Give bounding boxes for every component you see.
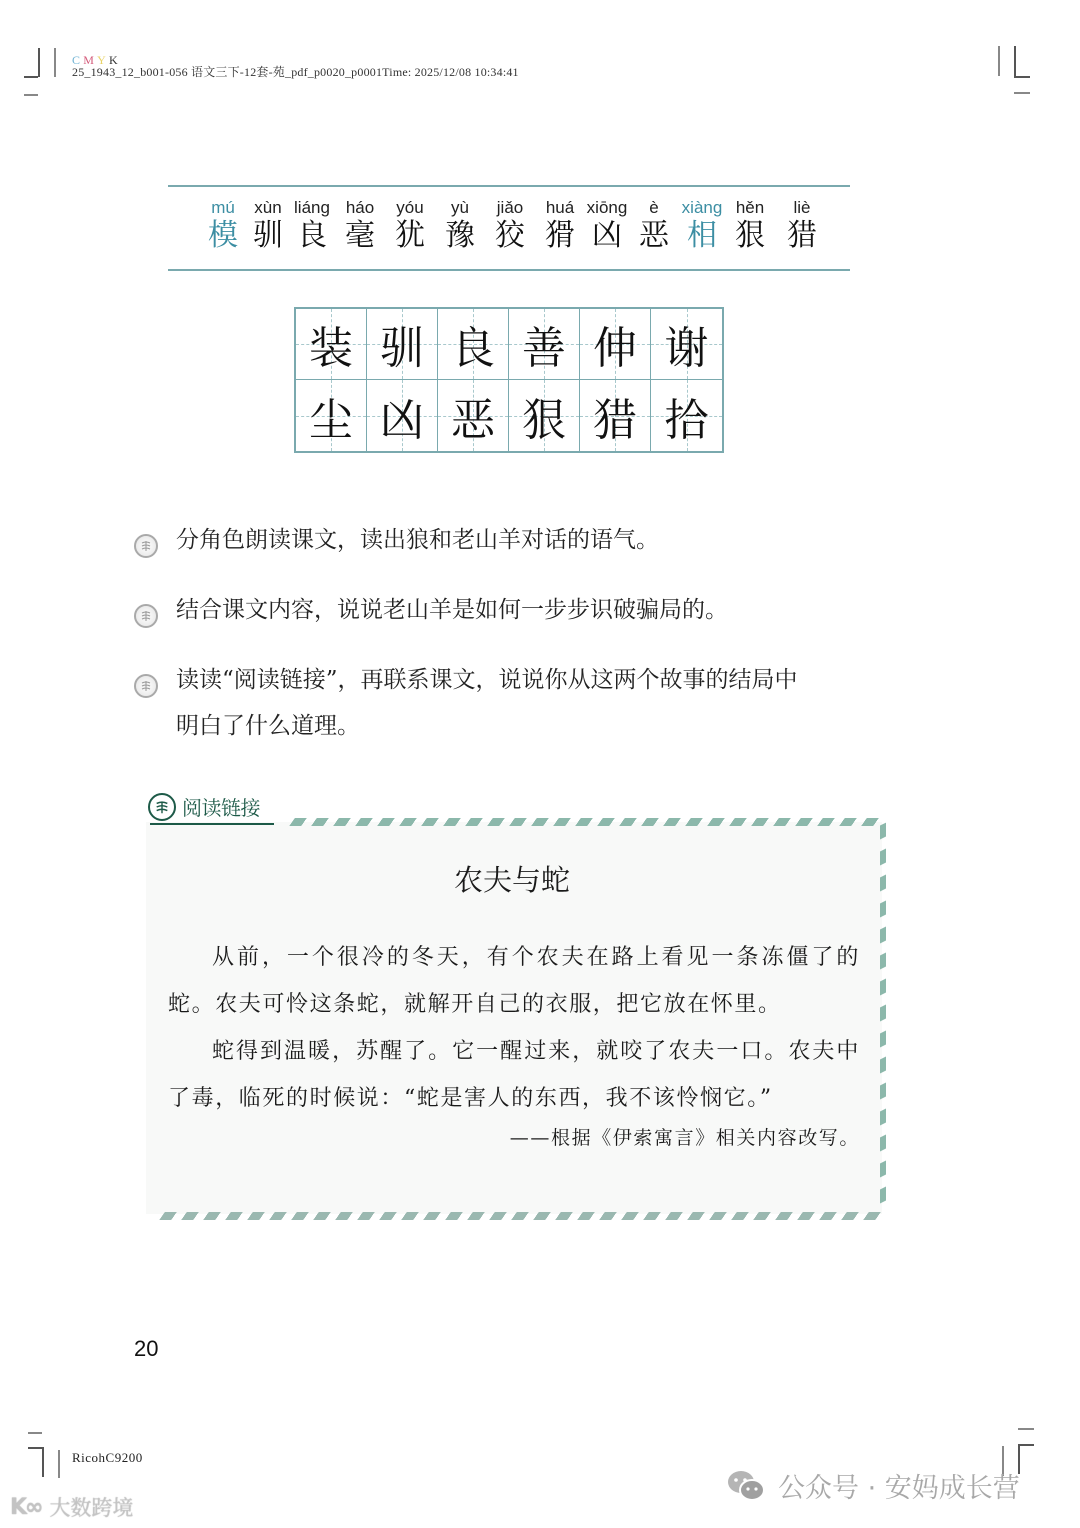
crop-mark [42, 1447, 44, 1477]
vocab-word: xiōng 凶 [586, 198, 628, 253]
question-text: 结合课文内容，说说老山羊是如何一步步识破骗局的。 [176, 597, 728, 623]
vocab-word: yóu 犹 [395, 198, 425, 253]
crop-mark [1014, 92, 1030, 94]
crop-mark [38, 48, 40, 77]
watermark-right: 公众号 · 安妈成长营 [726, 1466, 1020, 1505]
print-job-info [72, 54, 519, 78]
printer-label: RicohC9200 [72, 1450, 143, 1465]
vocab-word: jiǎo 狡 [495, 198, 525, 253]
vocab-word: hěn 狠 [735, 198, 765, 253]
question-item [134, 598, 728, 633]
grid-cell: 装 [296, 309, 367, 380]
vocab-word: liáng 良 [294, 198, 330, 253]
crop-mark [58, 1450, 60, 1478]
grid-cell: 驯 [367, 309, 438, 380]
question-text: 读读“阅读链接”，再联系课文，说说你从这两个故事的结局中 明白了什么道理。 [176, 667, 798, 739]
grid-cell: 猎 [580, 380, 651, 451]
character-writing-grid [294, 307, 724, 453]
story-paragraph: 蛇得到温暖，苏醒了。它一醒过来，就咬了农夫一口。农夫中了毒，临死的时候说：“蛇是害人的东西，我不该怜悯它。” [168, 1039, 860, 1111]
crop-mark [28, 1447, 42, 1449]
story-source: ——根据《伊索寓言》相关内容改写。 [509, 1127, 860, 1149]
watermark-left: K∞ 大数跨境 [10, 1494, 134, 1520]
crop-mark [998, 46, 1000, 76]
crop-mark [1018, 1444, 1034, 1446]
story-title: 农夫与蛇 [453, 863, 570, 897]
grid-cell: 良 [438, 309, 509, 380]
vocab-word: huá 猾 [545, 198, 575, 253]
reading-link-label: 阅读链接 [182, 796, 260, 820]
brand-logo-icon: K∞ [10, 1494, 42, 1520]
crop-mark [28, 1432, 42, 1434]
book-stack-icon [148, 793, 176, 821]
vocab-word: mú 模 [208, 198, 238, 253]
print-job-line: 25_1943_12_b001-056 语文三下-12套-苑_pdf_p0020_p0001Time: 2025/12/08 10:34:41 [72, 65, 519, 79]
crop-mark [1014, 46, 1016, 76]
vocabulary-strip [168, 185, 850, 271]
vocabulary-row [202, 197, 822, 253]
question-text: 分角色朗读课文，读出狼和老山羊对话的语气。 [176, 527, 659, 553]
cmyk-marks: C M Y K [72, 53, 118, 67]
crop-mark [1018, 1428, 1034, 1430]
wechat-icon [726, 1469, 766, 1503]
reading-link-underline [150, 823, 274, 825]
grid-cell: 拾 [651, 380, 722, 451]
seal-icon [134, 674, 158, 698]
grid-cell: 谢 [651, 309, 722, 380]
crop-mark [1014, 76, 1030, 78]
grid-cell: 恶 [438, 380, 509, 451]
question-item [134, 528, 659, 563]
vocab-word: liè 猎 [787, 198, 817, 253]
page-number: 20 [134, 1336, 159, 1361]
vocab-word: xùn 驯 [253, 198, 283, 253]
grid-cell: 善 [509, 309, 580, 380]
grid-cell: 凶 [367, 380, 438, 451]
story-paragraph: 从前，一个很冷的冬天，有个农夫在路上看见一条冻僵了的蛇。农夫可怜这条蛇，就解开自己的衣服，把它放在怀里。 [168, 945, 860, 1017]
question-item [134, 668, 798, 749]
dashed-border-bottom [159, 1212, 883, 1220]
dashed-border-top [289, 818, 885, 826]
vocab-word: è 恶 [639, 198, 669, 253]
vocab-word: yù 豫 [445, 198, 475, 253]
grid-cell: 狠 [509, 380, 580, 451]
crop-mark [24, 76, 38, 78]
grid-cell: 伸 [580, 309, 651, 380]
vocab-word: xiàng 相 [681, 198, 723, 253]
grid-cell: 尘 [296, 380, 367, 451]
crop-mark [24, 94, 38, 96]
seal-icon [134, 534, 158, 558]
seal-icon [134, 604, 158, 628]
story-body [168, 934, 860, 1158]
reading-link-header [148, 792, 260, 821]
vocab-word: háo 毫 [345, 198, 375, 253]
crop-mark [54, 48, 56, 77]
